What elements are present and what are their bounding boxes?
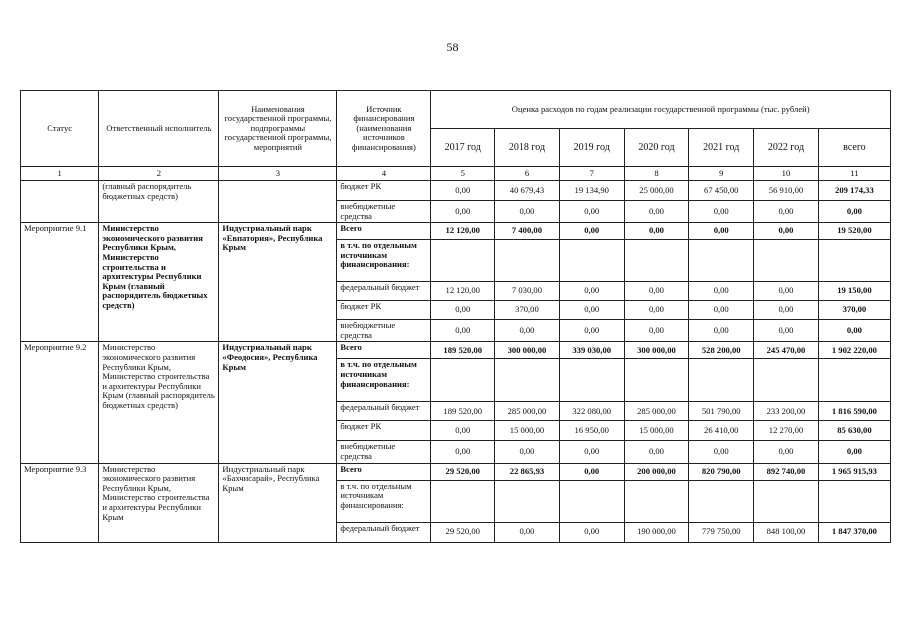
value-cell: 820 790,00 — [689, 463, 754, 480]
source-cell: внебюджетные средства — [337, 201, 431, 223]
value-cell: 0,00 — [818, 201, 890, 223]
value-cell: 0,00 — [818, 320, 890, 342]
value-cell: 7 030,00 — [495, 282, 560, 301]
value-cell: 0,00 — [431, 201, 495, 223]
value-cell: 0,00 — [559, 463, 624, 480]
value-cell — [431, 359, 495, 402]
value-cell: 0,00 — [689, 320, 754, 342]
value-cell: 0,00 — [431, 181, 495, 201]
value-cell: 12 120,00 — [431, 223, 495, 240]
source-cell: внебюджетные средства — [337, 320, 431, 342]
value-cell: 0,00 — [431, 421, 495, 441]
header-estimate: Оценка расходов по годам реализации государственной программы (тыс. рублей) — [431, 91, 891, 129]
year-header-2018: 2018 год — [495, 129, 560, 167]
value-cell: 189 520,00 — [431, 342, 495, 359]
value-cell: 56 910,00 — [754, 181, 819, 201]
value-cell: 0,00 — [689, 441, 754, 463]
value-cell: 67 450,00 — [689, 181, 754, 201]
program-cell: Индустриальный парк «Евпатория», Республика Крым — [219, 223, 337, 342]
value-cell: 0,00 — [559, 522, 624, 542]
value-cell: 0,00 — [754, 320, 819, 342]
index-cell: 11 — [818, 167, 890, 181]
value-cell: 0,00 — [559, 282, 624, 301]
value-cell: 0,00 — [431, 320, 495, 342]
source-cell: Всего — [337, 342, 431, 359]
value-cell: 0,00 — [495, 320, 560, 342]
header-program: Наименования государственной программы, подпрограммы государственной программы, мероприятий — [219, 91, 337, 167]
header-responsible: Ответственный исполнитель — [99, 91, 219, 167]
source-cell: федеральный бюджет — [337, 522, 431, 542]
value-cell: 1 965 915,93 — [818, 463, 890, 480]
value-cell: 0,00 — [495, 441, 560, 463]
value-cell: 300 000,00 — [624, 342, 689, 359]
source-cell: федеральный бюджет — [337, 282, 431, 301]
value-cell: 0,00 — [818, 441, 890, 463]
value-cell: 29 520,00 — [431, 522, 495, 542]
value-cell: 0,00 — [559, 201, 624, 223]
value-cell — [559, 359, 624, 402]
source-cell: бюджет РК — [337, 301, 431, 320]
value-cell: 12 270,00 — [754, 421, 819, 441]
value-cell — [754, 480, 819, 522]
value-cell: 0,00 — [624, 320, 689, 342]
index-cell: 7 — [559, 167, 624, 181]
table-row — [21, 181, 891, 201]
program-cell: Индустриальный парк «Бахчисарай», Республика Крым — [219, 463, 337, 542]
value-cell — [818, 240, 890, 282]
value-cell: 85 630,00 — [818, 421, 890, 441]
status-cell: Мероприятие 9.2 — [21, 342, 99, 463]
value-cell: 19 134,90 — [559, 181, 624, 201]
value-cell: 370,00 — [495, 301, 560, 320]
value-cell — [818, 359, 890, 402]
index-cell: 2 — [99, 167, 219, 181]
value-cell: 200 000,00 — [624, 463, 689, 480]
index-cell: 5 — [431, 167, 495, 181]
value-cell — [818, 480, 890, 522]
value-cell: 0,00 — [754, 201, 819, 223]
value-cell: 0,00 — [754, 223, 819, 240]
value-cell — [495, 240, 560, 282]
value-cell: 1 816 590,00 — [818, 402, 890, 421]
value-cell: 0,00 — [559, 301, 624, 320]
value-cell: 528 200,00 — [689, 342, 754, 359]
value-cell — [689, 240, 754, 282]
value-cell: 0,00 — [624, 201, 689, 223]
value-cell: 25 000,00 — [624, 181, 689, 201]
value-cell: 0,00 — [431, 441, 495, 463]
value-cell: 12 120,00 — [431, 282, 495, 301]
value-cell: 0,00 — [624, 441, 689, 463]
value-cell: 0,00 — [624, 282, 689, 301]
value-cell: 779 750,00 — [689, 522, 754, 542]
budget-table — [20, 90, 891, 543]
table-row — [21, 342, 891, 359]
year-header-2017: 2017 год — [431, 129, 495, 167]
header-status: Статус — [21, 91, 99, 167]
value-cell: 40 679,43 — [495, 181, 560, 201]
value-cell — [689, 480, 754, 522]
header-source: Источник финансирования (наименования источников финансирования) — [337, 91, 431, 167]
value-cell: 209 174,33 — [818, 181, 890, 201]
source-cell: федеральный бюджет — [337, 402, 431, 421]
value-cell: 15 000,00 — [624, 421, 689, 441]
value-cell: 501 790,00 — [689, 402, 754, 421]
index-cell: 1 — [21, 167, 99, 181]
value-cell — [754, 359, 819, 402]
value-cell: 0,00 — [624, 301, 689, 320]
value-cell: 285 000,00 — [495, 402, 560, 421]
value-cell: 339 030,00 — [559, 342, 624, 359]
value-cell — [431, 480, 495, 522]
index-cell: 8 — [624, 167, 689, 181]
value-cell: 848 100,00 — [754, 522, 819, 542]
index-cell: 10 — [754, 167, 819, 181]
value-cell: 0,00 — [689, 282, 754, 301]
responsible-cell: Министерство экономического развития Республики Крым, Министерство строительства и архитектуры Республики Крым (главный распорядитель бюджетных средств) — [99, 342, 219, 463]
year-header-2020: 2020 год — [624, 129, 689, 167]
value-cell: 233 200,00 — [754, 402, 819, 421]
value-cell: 22 865,93 — [495, 463, 560, 480]
source-cell: Всего — [337, 463, 431, 480]
year-header-2019: 2019 год — [559, 129, 624, 167]
table-row — [21, 463, 891, 480]
year-header-total: всего — [818, 129, 890, 167]
value-cell — [495, 480, 560, 522]
year-header-2022: 2022 год — [754, 129, 819, 167]
source-cell: в т.ч. по отдельным источникам финансирования: — [337, 240, 431, 282]
value-cell — [624, 240, 689, 282]
value-cell: 285 000,00 — [624, 402, 689, 421]
value-cell — [624, 359, 689, 402]
index-cell: 9 — [689, 167, 754, 181]
value-cell: 15 000,00 — [495, 421, 560, 441]
value-cell: 0,00 — [495, 201, 560, 223]
value-cell: 245 470,00 — [754, 342, 819, 359]
responsible-cell: (главный распорядитель бюджетных средств) — [99, 181, 219, 223]
program-cell: Индустриальный парк «Феодосия», Республика Крым — [219, 342, 337, 463]
value-cell: 0,00 — [495, 522, 560, 542]
value-cell: 0,00 — [754, 301, 819, 320]
source-cell: бюджет РК — [337, 421, 431, 441]
value-cell: 0,00 — [689, 301, 754, 320]
index-row — [21, 167, 891, 181]
value-cell: 7 400,00 — [495, 223, 560, 240]
source-cell: в т.ч. по отдельным источникам финансирования: — [337, 480, 431, 522]
table-row — [21, 223, 891, 240]
status-cell: Мероприятие 9.1 — [21, 223, 99, 342]
value-cell: 892 740,00 — [754, 463, 819, 480]
value-cell: 0,00 — [559, 223, 624, 240]
index-cell: 3 — [219, 167, 337, 181]
value-cell: 0,00 — [689, 223, 754, 240]
index-cell: 4 — [337, 167, 431, 181]
value-cell: 0,00 — [754, 441, 819, 463]
year-header-2021: 2021 год — [689, 129, 754, 167]
value-cell: 29 520,00 — [431, 463, 495, 480]
source-cell: внебюджетные средства — [337, 441, 431, 463]
value-cell: 300 000,00 — [495, 342, 560, 359]
value-cell: 19 150,00 — [818, 282, 890, 301]
value-cell: 16 950,00 — [559, 421, 624, 441]
value-cell — [431, 240, 495, 282]
value-cell: 190 000,00 — [624, 522, 689, 542]
value-cell: 322 080,00 — [559, 402, 624, 421]
responsible-cell: Министерство экономического развития Республики Крым, Министерство строительства и архитектуры Республики Крым (главный распорядитель бюджетных средств) — [99, 223, 219, 342]
value-cell: 189 520,00 — [431, 402, 495, 421]
value-cell: 1 902 220,00 — [818, 342, 890, 359]
status-cell — [21, 181, 99, 223]
index-cell: 6 — [495, 167, 560, 181]
value-cell: 0,00 — [754, 282, 819, 301]
value-cell — [559, 240, 624, 282]
value-cell — [559, 480, 624, 522]
value-cell: 1 847 370,00 — [818, 522, 890, 542]
responsible-cell: Министерство экономического развития Республики Крым, Министерство строительства и архитектуры Республики Крым — [99, 463, 219, 542]
value-cell: 19 520,00 — [818, 223, 890, 240]
source-cell: в т.ч. по отдельным источникам финансирования: — [337, 359, 431, 402]
source-cell: Всего — [337, 223, 431, 240]
value-cell — [754, 240, 819, 282]
page-number: 58 — [446, 40, 459, 54]
value-cell — [689, 359, 754, 402]
program-cell — [219, 181, 337, 223]
value-cell: 26 410,00 — [689, 421, 754, 441]
value-cell: 0,00 — [689, 201, 754, 223]
value-cell: 0,00 — [559, 320, 624, 342]
value-cell: 0,00 — [624, 223, 689, 240]
value-cell: 370,00 — [818, 301, 890, 320]
value-cell: 0,00 — [559, 441, 624, 463]
source-cell: бюджет РК — [337, 181, 431, 201]
value-cell — [495, 359, 560, 402]
status-cell: Мероприятие 9.3 — [21, 463, 99, 542]
value-cell — [624, 480, 689, 522]
value-cell: 0,00 — [431, 301, 495, 320]
